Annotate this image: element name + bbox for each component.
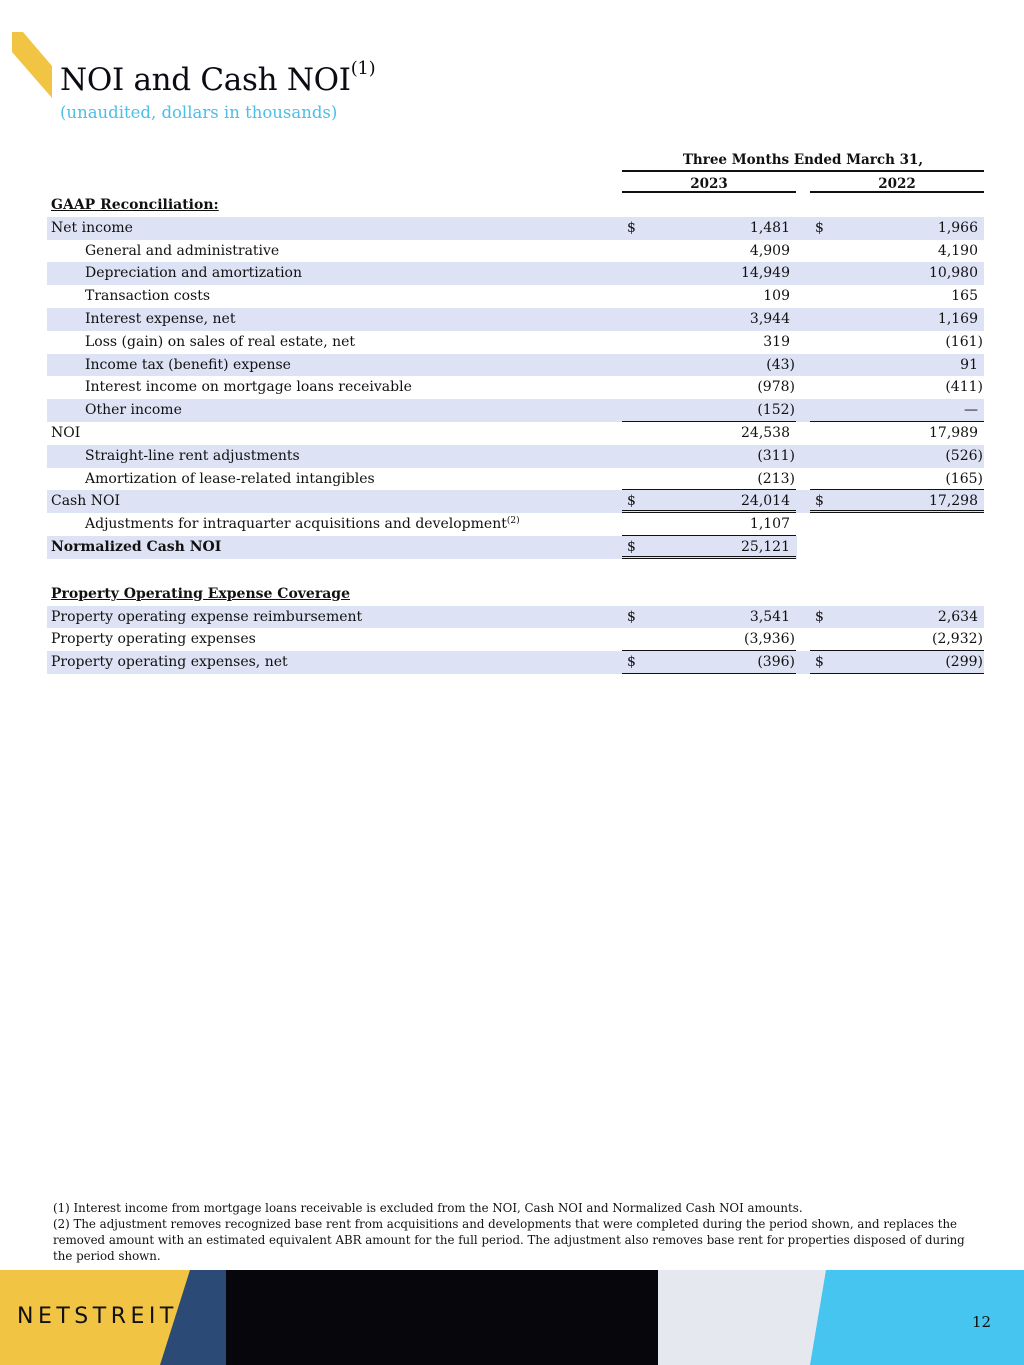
currency-symbol: $: [627, 219, 636, 236]
cell-2023: [622, 331, 796, 354]
cell-2023: [622, 354, 796, 377]
cell-2023: [622, 445, 796, 468]
value: 109: [763, 288, 790, 305]
value: (161): [945, 333, 983, 350]
value: 4,909: [749, 242, 790, 259]
currency-symbol: $: [627, 608, 636, 625]
footnote-1: (1) Interest income from mortgage loans receivable is excluded from the NOI, Cash NOI and Normalized Cash NOI amounts.: [53, 1201, 803, 1215]
currency-symbol: $: [815, 608, 824, 625]
table-row: [47, 536, 797, 559]
value: 24,014: [741, 493, 790, 510]
footnote-2: (2) The adjustment removes recognized base rent from acquisitions and developments that were completed during the period shown, and replaces the removed amount with an estimated equivalent ABR amount for the full period. The adjustment also removes base rent for properties disposed of during the period shown.: [53, 1217, 965, 1263]
value: 1,481: [749, 219, 790, 236]
table-row: [47, 399, 984, 422]
value: (526): [945, 447, 983, 464]
row-label: Income tax (benefit) expense: [85, 356, 291, 373]
cell-2022: [810, 399, 984, 422]
cell-2022: [810, 240, 984, 263]
value: (165): [945, 470, 983, 487]
table-row: [47, 651, 984, 674]
spacer: [47, 559, 984, 583]
value: (213): [757, 470, 795, 487]
footnotes: [53, 1200, 973, 1264]
currency-symbol: $: [627, 538, 636, 555]
row-label: Net income: [51, 219, 133, 236]
page-subtitle: (unaudited, dollars in thousands): [60, 103, 338, 122]
value: 17,298: [929, 493, 978, 510]
cell-2023: [622, 468, 796, 491]
value: (3,936): [743, 631, 795, 648]
section-label: GAAP Reconciliation:: [51, 197, 219, 213]
cell-2022: [810, 445, 984, 468]
value: 14,949: [741, 265, 790, 282]
table-row: [47, 331, 984, 354]
row-label: Other income: [85, 402, 182, 419]
cell-2023: [622, 376, 796, 399]
table-row: [47, 308, 984, 331]
row-label: Transaction costs: [85, 288, 211, 305]
value: 3,944: [749, 310, 790, 327]
row-label: Amortization of lease-related intangibles: [85, 470, 375, 487]
table-row: [47, 468, 984, 491]
value: 4,190: [937, 242, 978, 259]
currency-symbol: $: [815, 493, 824, 510]
value: 25,121: [741, 538, 790, 555]
table-row: [47, 628, 984, 651]
value: (43): [766, 356, 795, 373]
year-header-2022: 2022: [810, 175, 984, 193]
row-label: Straight-line rent adjustments: [85, 447, 300, 464]
cell-2022: [810, 422, 984, 445]
section-header-coverage: [47, 583, 984, 606]
cell-2022: [810, 308, 984, 331]
table-row: [47, 217, 984, 240]
footnote-ref: (2): [506, 516, 520, 527]
cell-2023: [622, 651, 796, 674]
currency-symbol: $: [815, 654, 824, 671]
cell-2022: [810, 628, 984, 651]
cell-2022: [810, 606, 984, 629]
value: (411): [945, 379, 983, 396]
cell-2023: [622, 513, 796, 536]
cell-2023: [622, 262, 796, 285]
value: 2,634: [937, 608, 978, 625]
section-label: Property Operating Expense Coverage: [51, 585, 350, 602]
value: 24,538: [741, 424, 790, 441]
table-row: [47, 513, 984, 536]
currency-symbol: $: [627, 493, 636, 510]
cell-2022: [810, 468, 984, 491]
value: (311): [757, 447, 795, 464]
cell-2023: [622, 536, 796, 559]
title-footnote-ref: (1): [350, 58, 376, 79]
cell-2023: [622, 422, 796, 445]
year-header-2023: 2023: [622, 175, 796, 193]
table-body: [47, 194, 984, 674]
cell-2023: [622, 628, 796, 651]
row-label: Loss (gain) on sales of real estate, net: [85, 333, 356, 350]
row-label: NOI: [51, 424, 81, 441]
table-row: [47, 490, 984, 513]
value: (396): [757, 654, 795, 671]
section-header-gaap: [47, 194, 984, 217]
cell-2022: [810, 262, 984, 285]
cell-2022: [810, 285, 984, 308]
row-label: Property operating expense reimbursement: [51, 608, 363, 625]
value: (152): [757, 402, 795, 419]
value: —: [964, 402, 978, 419]
currency-symbol: $: [627, 654, 636, 671]
cell-2023: [622, 285, 796, 308]
row-label: Depreciation and amortization: [85, 265, 303, 282]
row-label: Property operating expenses: [51, 631, 256, 648]
cell-2023: [622, 240, 796, 263]
page-title: NOI and Cash NOI$^{(1)}$: [60, 58, 376, 98]
value: 91: [960, 356, 978, 373]
row-label: General and administrative: [85, 242, 280, 259]
cell-2023: [622, 606, 796, 629]
table-row: [47, 354, 984, 377]
value: 17,989: [929, 424, 978, 441]
table-row: [47, 285, 984, 308]
row-label: Interest income on mortgage loans receivable: [85, 379, 412, 396]
row-label: Cash NOI: [51, 493, 120, 510]
table-row: [47, 422, 984, 445]
table-row: [47, 445, 984, 468]
value: (2,932): [931, 631, 983, 648]
row-label: Normalized Cash NOI: [51, 538, 222, 555]
cell-2023: [622, 490, 796, 513]
cell-2023: [622, 399, 796, 422]
cell-2022: [810, 490, 984, 513]
currency-symbol: $: [815, 219, 824, 236]
table-row: [47, 240, 984, 263]
table-row: [47, 376, 984, 399]
value: (299): [945, 654, 983, 671]
cell-2023: [622, 217, 796, 240]
brand-logo: NETSTREIT: [17, 1304, 178, 1329]
cell-2022: [810, 376, 984, 399]
cell-2022: [810, 331, 984, 354]
row-label: Interest expense, net: [85, 310, 236, 327]
value: 319: [763, 333, 790, 350]
table-row: [47, 606, 984, 629]
value: 3,541: [749, 608, 790, 625]
value: 1,107: [749, 516, 790, 533]
value: 1,966: [937, 219, 978, 236]
value: 165: [951, 288, 978, 305]
cell-2022: [810, 217, 984, 240]
period-header: Three Months Ended March 31,: [622, 148, 984, 172]
page-number: 12: [972, 1313, 992, 1331]
value: 10,980: [929, 265, 978, 282]
cell-2022: [810, 354, 984, 377]
row-label: Property operating expenses, net: [51, 654, 288, 671]
accent-chevron-icon: [12, 32, 52, 98]
value: 1,169: [937, 310, 978, 327]
table-row: [47, 262, 984, 285]
row-label: Adjustments for intraquarter acquisitions and development$^{(2)}$: [85, 516, 520, 533]
value: (978): [757, 379, 795, 396]
cell-2022: [810, 651, 984, 674]
cell-2023: [622, 308, 796, 331]
